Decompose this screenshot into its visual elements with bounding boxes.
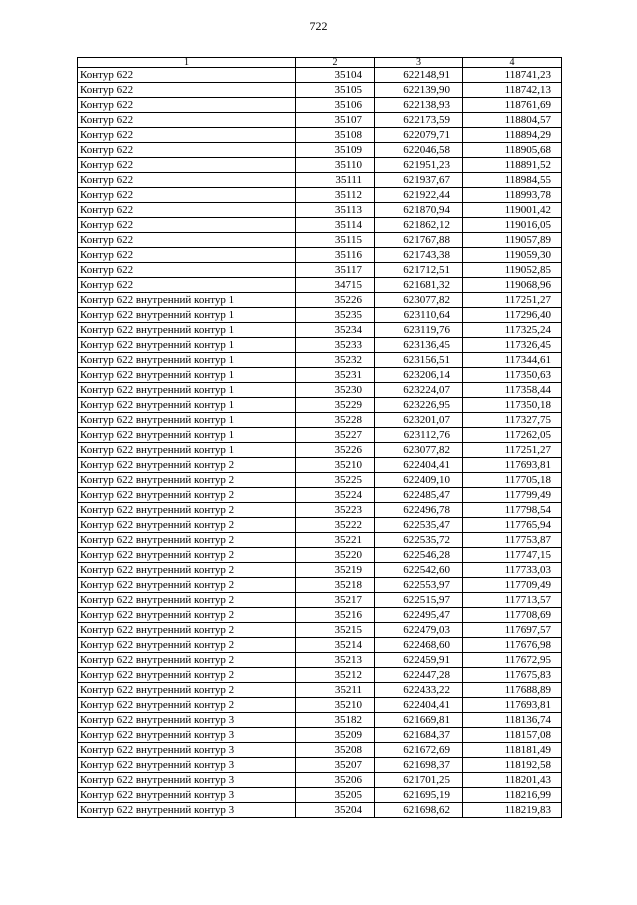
point-number-cell: 35226 xyxy=(296,443,375,458)
point-number-cell: 35113 xyxy=(296,203,375,218)
table-row xyxy=(78,773,562,788)
contour-name-cell: Контур 622 внутренний контур 1 xyxy=(78,443,296,458)
contour-name-cell: Контур 622 внутренний контур 2 xyxy=(78,518,296,533)
table-row xyxy=(78,398,562,413)
point-number-cell: 35229 xyxy=(296,398,375,413)
x-coordinate-cell: 621684,37 xyxy=(375,728,463,743)
x-coordinate-cell: 621701,25 xyxy=(375,773,463,788)
table-row xyxy=(78,323,562,338)
x-coordinate-cell: 621743,38 xyxy=(375,248,463,263)
x-coordinate-cell: 623136,45 xyxy=(375,338,463,353)
table-row xyxy=(78,263,562,278)
x-coordinate-cell: 621922,44 xyxy=(375,188,463,203)
point-number-cell: 35182 xyxy=(296,713,375,728)
y-coordinate-cell: 118192,58 xyxy=(463,758,562,773)
y-coordinate-cell: 117688,89 xyxy=(463,683,562,698)
table-row xyxy=(78,518,562,533)
table-row xyxy=(78,353,562,368)
point-number-cell: 35114 xyxy=(296,218,375,233)
header-col-2: 2 xyxy=(296,58,375,68)
y-coordinate-cell: 117251,27 xyxy=(463,443,562,458)
contour-name-cell: Контур 622 внутренний контур 3 xyxy=(78,758,296,773)
table-row xyxy=(78,533,562,548)
table-row xyxy=(78,788,562,803)
table-row xyxy=(78,758,562,773)
contour-name-cell: Контур 622 внутренний контур 1 xyxy=(78,383,296,398)
contour-name-cell: Контур 622 xyxy=(78,128,296,143)
contour-name-cell: Контур 622 внутренний контур 2 xyxy=(78,578,296,593)
contour-name-cell: Контур 622 внутренний контур 3 xyxy=(78,803,296,818)
table-row xyxy=(78,83,562,98)
point-number-cell: 35221 xyxy=(296,533,375,548)
table-row xyxy=(78,503,562,518)
contour-name-cell: Контур 622 внутренний контур 2 xyxy=(78,563,296,578)
x-coordinate-cell: 621862,12 xyxy=(375,218,463,233)
x-coordinate-cell: 622409,10 xyxy=(375,473,463,488)
x-coordinate-cell: 623156,51 xyxy=(375,353,463,368)
x-coordinate-cell: 622139,90 xyxy=(375,83,463,98)
x-coordinate-cell: 623077,82 xyxy=(375,443,463,458)
x-coordinate-cell: 622515,97 xyxy=(375,593,463,608)
x-coordinate-cell: 622535,72 xyxy=(375,533,463,548)
table-row xyxy=(78,203,562,218)
x-coordinate-cell: 623077,82 xyxy=(375,293,463,308)
table-row xyxy=(78,218,562,233)
y-coordinate-cell: 117325,24 xyxy=(463,323,562,338)
table-row xyxy=(78,443,562,458)
table-row xyxy=(78,368,562,383)
point-number-cell: 35106 xyxy=(296,98,375,113)
y-coordinate-cell: 119001,42 xyxy=(463,203,562,218)
table-row xyxy=(78,413,562,428)
point-number-cell: 35222 xyxy=(296,518,375,533)
x-coordinate-cell: 621669,81 xyxy=(375,713,463,728)
point-number-cell: 35111 xyxy=(296,173,375,188)
table-row xyxy=(78,308,562,323)
y-coordinate-cell: 118742,13 xyxy=(463,83,562,98)
point-number-cell: 35212 xyxy=(296,668,375,683)
y-coordinate-cell: 117672,95 xyxy=(463,653,562,668)
contour-name-cell: Контур 622 внутренний контур 2 xyxy=(78,593,296,608)
point-number-cell: 35232 xyxy=(296,353,375,368)
y-coordinate-cell: 118993,78 xyxy=(463,188,562,203)
table-row xyxy=(78,158,562,173)
point-number-cell: 35207 xyxy=(296,758,375,773)
x-coordinate-cell: 622404,41 xyxy=(375,698,463,713)
contour-name-cell: Контур 622 внутренний контур 2 xyxy=(78,623,296,638)
point-number-cell: 35110 xyxy=(296,158,375,173)
point-number-cell: 35205 xyxy=(296,788,375,803)
y-coordinate-cell: 117327,75 xyxy=(463,413,562,428)
x-coordinate-cell: 622479,03 xyxy=(375,623,463,638)
point-number-cell: 35206 xyxy=(296,773,375,788)
x-coordinate-cell: 622468,60 xyxy=(375,638,463,653)
table-header xyxy=(78,58,562,68)
point-number-cell: 35116 xyxy=(296,248,375,263)
x-coordinate-cell: 622079,71 xyxy=(375,128,463,143)
point-number-cell: 34715 xyxy=(296,278,375,293)
y-coordinate-cell: 117262,05 xyxy=(463,428,562,443)
contour-name-cell: Контур 622 внутренний контур 1 xyxy=(78,338,296,353)
contour-name-cell: Контур 622 внутренний контур 2 xyxy=(78,503,296,518)
contour-name-cell: Контур 622 xyxy=(78,218,296,233)
y-coordinate-cell: 117798,54 xyxy=(463,503,562,518)
x-coordinate-cell: 622148,91 xyxy=(375,68,463,83)
table-row xyxy=(78,428,562,443)
point-number-cell: 35210 xyxy=(296,458,375,473)
point-number-cell: 35233 xyxy=(296,338,375,353)
table-row xyxy=(78,728,562,743)
table-row xyxy=(78,68,562,83)
header-row xyxy=(78,58,562,68)
x-coordinate-cell: 623206,14 xyxy=(375,368,463,383)
y-coordinate-cell: 118804,57 xyxy=(463,113,562,128)
x-coordinate-cell: 622496,78 xyxy=(375,503,463,518)
y-coordinate-cell: 117708,69 xyxy=(463,608,562,623)
y-coordinate-cell: 119057,89 xyxy=(463,233,562,248)
table-row xyxy=(78,458,562,473)
point-number-cell: 35218 xyxy=(296,578,375,593)
table-row xyxy=(78,653,562,668)
contour-name-cell: Контур 622 xyxy=(78,98,296,113)
table-row xyxy=(78,143,562,158)
y-coordinate-cell: 117799,49 xyxy=(463,488,562,503)
point-number-cell: 35108 xyxy=(296,128,375,143)
y-coordinate-cell: 117709,49 xyxy=(463,578,562,593)
table-row xyxy=(78,743,562,758)
table-row xyxy=(78,593,562,608)
point-number-cell: 35216 xyxy=(296,608,375,623)
x-coordinate-cell: 622404,41 xyxy=(375,458,463,473)
x-coordinate-cell: 621698,37 xyxy=(375,758,463,773)
y-coordinate-cell: 119059,30 xyxy=(463,248,562,263)
contour-name-cell: Контур 622 внутренний контур 2 xyxy=(78,473,296,488)
contour-name-cell: Контур 622 xyxy=(78,143,296,158)
y-coordinate-cell: 118136,74 xyxy=(463,713,562,728)
y-coordinate-cell: 117326,45 xyxy=(463,338,562,353)
x-coordinate-cell: 621870,94 xyxy=(375,203,463,218)
x-coordinate-cell: 621767,88 xyxy=(375,233,463,248)
contour-name-cell: Контур 622 внутренний контур 2 xyxy=(78,548,296,563)
point-number-cell: 35210 xyxy=(296,698,375,713)
x-coordinate-cell: 623226,95 xyxy=(375,398,463,413)
table-row xyxy=(78,488,562,503)
y-coordinate-cell: 118181,49 xyxy=(463,743,562,758)
y-coordinate-cell: 117753,87 xyxy=(463,533,562,548)
table-row xyxy=(78,473,562,488)
x-coordinate-cell: 622433,22 xyxy=(375,683,463,698)
contour-name-cell: Контур 622 xyxy=(78,158,296,173)
contour-name-cell: Контур 622 внутренний контур 2 xyxy=(78,608,296,623)
point-number-cell: 35112 xyxy=(296,188,375,203)
coordinates-table xyxy=(77,57,562,818)
y-coordinate-cell: 117747,15 xyxy=(463,548,562,563)
point-number-cell: 35208 xyxy=(296,743,375,758)
x-coordinate-cell: 622553,97 xyxy=(375,578,463,593)
x-coordinate-cell: 622546,28 xyxy=(375,548,463,563)
contour-name-cell: Контур 622 xyxy=(78,203,296,218)
x-coordinate-cell: 621672,69 xyxy=(375,743,463,758)
y-coordinate-cell: 117765,94 xyxy=(463,518,562,533)
table-row xyxy=(78,293,562,308)
point-number-cell: 35226 xyxy=(296,293,375,308)
y-coordinate-cell: 117344,61 xyxy=(463,353,562,368)
point-number-cell: 35209 xyxy=(296,728,375,743)
x-coordinate-cell: 623119,76 xyxy=(375,323,463,338)
contour-name-cell: Контур 622 внутренний контур 3 xyxy=(78,773,296,788)
table-row xyxy=(78,668,562,683)
contour-name-cell: Контур 622 внутренний контур 1 xyxy=(78,323,296,338)
contour-name-cell: Контур 622 внутренний контур 1 xyxy=(78,428,296,443)
y-coordinate-cell: 117693,81 xyxy=(463,458,562,473)
point-number-cell: 35215 xyxy=(296,623,375,638)
x-coordinate-cell: 622495,47 xyxy=(375,608,463,623)
point-number-cell: 35115 xyxy=(296,233,375,248)
table-row xyxy=(78,638,562,653)
point-number-cell: 35213 xyxy=(296,653,375,668)
x-coordinate-cell: 622535,47 xyxy=(375,518,463,533)
y-coordinate-cell: 118741,23 xyxy=(463,68,562,83)
contour-name-cell: Контур 622 внутренний контур 3 xyxy=(78,728,296,743)
table-row xyxy=(78,338,562,353)
point-number-cell: 35235 xyxy=(296,308,375,323)
table-row xyxy=(78,98,562,113)
y-coordinate-cell: 117350,18 xyxy=(463,398,562,413)
contour-name-cell: Контур 622 xyxy=(78,68,296,83)
y-coordinate-cell: 117676,98 xyxy=(463,638,562,653)
point-number-cell: 35231 xyxy=(296,368,375,383)
x-coordinate-cell: 622542,60 xyxy=(375,563,463,578)
point-number-cell: 35107 xyxy=(296,113,375,128)
contour-name-cell: Контур 622 xyxy=(78,278,296,293)
x-coordinate-cell: 621698,62 xyxy=(375,803,463,818)
contour-name-cell: Контур 622 внутренний контур 1 xyxy=(78,413,296,428)
y-coordinate-cell: 118157,08 xyxy=(463,728,562,743)
x-coordinate-cell: 623224,07 xyxy=(375,383,463,398)
y-coordinate-cell: 117675,83 xyxy=(463,668,562,683)
contour-name-cell: Контур 622 внутренний контур 2 xyxy=(78,458,296,473)
contour-name-cell: Контур 622 внутренний контур 1 xyxy=(78,293,296,308)
x-coordinate-cell: 622485,47 xyxy=(375,488,463,503)
page-number: 722 xyxy=(309,19,328,33)
contour-name-cell: Контур 622 внутренний контур 2 xyxy=(78,638,296,653)
y-coordinate-cell: 118905,68 xyxy=(463,143,562,158)
x-coordinate-cell: 621681,32 xyxy=(375,278,463,293)
table-row xyxy=(78,683,562,698)
point-number-cell: 35204 xyxy=(296,803,375,818)
contour-name-cell: Контур 622 внутренний контур 3 xyxy=(78,743,296,758)
point-number-cell: 35230 xyxy=(296,383,375,398)
y-coordinate-cell: 118891,52 xyxy=(463,158,562,173)
y-coordinate-cell: 117733,03 xyxy=(463,563,562,578)
table-row xyxy=(78,578,562,593)
contour-name-cell: Контур 622 внутренний контур 1 xyxy=(78,353,296,368)
y-coordinate-cell: 117251,27 xyxy=(463,293,562,308)
x-coordinate-cell: 621937,67 xyxy=(375,173,463,188)
table-row xyxy=(78,383,562,398)
point-number-cell: 35225 xyxy=(296,473,375,488)
contour-name-cell: Контур 622 внутренний контур 2 xyxy=(78,653,296,668)
y-coordinate-cell: 119016,05 xyxy=(463,218,562,233)
point-number-cell: 35105 xyxy=(296,83,375,98)
y-coordinate-cell: 118894,29 xyxy=(463,128,562,143)
table-row xyxy=(78,233,562,248)
contour-name-cell: Контур 622 внутренний контур 2 xyxy=(78,683,296,698)
x-coordinate-cell: 622447,28 xyxy=(375,668,463,683)
table-row xyxy=(78,248,562,263)
x-coordinate-cell: 621712,51 xyxy=(375,263,463,278)
x-coordinate-cell: 623110,64 xyxy=(375,308,463,323)
x-coordinate-cell: 622138,93 xyxy=(375,98,463,113)
table-row xyxy=(78,128,562,143)
contour-name-cell: Контур 622 внутренний контур 1 xyxy=(78,308,296,323)
y-coordinate-cell: 118761,69 xyxy=(463,98,562,113)
table-row xyxy=(78,188,562,203)
point-number-cell: 35224 xyxy=(296,488,375,503)
table-row xyxy=(78,803,562,818)
y-coordinate-cell: 117693,81 xyxy=(463,698,562,713)
contour-name-cell: Контур 622 xyxy=(78,263,296,278)
x-coordinate-cell: 622046,58 xyxy=(375,143,463,158)
y-coordinate-cell: 119052,85 xyxy=(463,263,562,278)
contour-name-cell: Контур 622 xyxy=(78,173,296,188)
x-coordinate-cell: 622173,59 xyxy=(375,113,463,128)
contour-name-cell: Контур 622 внутренний контур 1 xyxy=(78,398,296,413)
table-row xyxy=(78,563,562,578)
y-coordinate-cell: 117296,40 xyxy=(463,308,562,323)
point-number-cell: 35117 xyxy=(296,263,375,278)
contour-name-cell: Контур 622 внутренний контур 3 xyxy=(78,788,296,803)
contour-name-cell: Контур 622 внутренний контур 3 xyxy=(78,713,296,728)
contour-name-cell: Контур 622 xyxy=(78,248,296,263)
point-number-cell: 35217 xyxy=(296,593,375,608)
contour-name-cell: Контур 622 внутренний контур 2 xyxy=(78,533,296,548)
point-number-cell: 35227 xyxy=(296,428,375,443)
point-number-cell: 35228 xyxy=(296,413,375,428)
point-number-cell: 35234 xyxy=(296,323,375,338)
contour-name-cell: Контур 622 xyxy=(78,233,296,248)
x-coordinate-cell: 623112,76 xyxy=(375,428,463,443)
point-number-cell: 35220 xyxy=(296,548,375,563)
y-coordinate-cell: 118219,83 xyxy=(463,803,562,818)
table-body xyxy=(78,68,562,818)
table-row xyxy=(78,713,562,728)
x-coordinate-cell: 622459,91 xyxy=(375,653,463,668)
header-col-3: 3 xyxy=(375,58,463,68)
y-coordinate-cell: 117358,44 xyxy=(463,383,562,398)
header-col-1: 1 xyxy=(78,58,296,68)
contour-name-cell: Контур 622 xyxy=(78,113,296,128)
contour-name-cell: Контур 622 внутренний контур 2 xyxy=(78,698,296,713)
table-row xyxy=(78,278,562,293)
point-number-cell: 35214 xyxy=(296,638,375,653)
x-coordinate-cell: 621695,19 xyxy=(375,788,463,803)
contour-name-cell: Контур 622 внутренний контур 2 xyxy=(78,488,296,503)
y-coordinate-cell: 117697,57 xyxy=(463,623,562,638)
contour-name-cell: Контур 622 внутренний контур 1 xyxy=(78,368,296,383)
point-number-cell: 35109 xyxy=(296,143,375,158)
y-coordinate-cell: 118984,55 xyxy=(463,173,562,188)
point-number-cell: 35104 xyxy=(296,68,375,83)
y-coordinate-cell: 119068,96 xyxy=(463,278,562,293)
y-coordinate-cell: 117705,18 xyxy=(463,473,562,488)
y-coordinate-cell: 117350,63 xyxy=(463,368,562,383)
table-row xyxy=(78,698,562,713)
contour-name-cell: Контур 622 xyxy=(78,188,296,203)
table-row xyxy=(78,623,562,638)
contour-name-cell: Контур 622 xyxy=(78,83,296,98)
point-number-cell: 35211 xyxy=(296,683,375,698)
x-coordinate-cell: 623201,07 xyxy=(375,413,463,428)
table-row xyxy=(78,608,562,623)
point-number-cell: 35223 xyxy=(296,503,375,518)
header-col-4: 4 xyxy=(463,58,562,68)
table-row xyxy=(78,548,562,563)
table-row xyxy=(78,173,562,188)
table-row xyxy=(78,113,562,128)
contour-name-cell: Контур 622 внутренний контур 2 xyxy=(78,668,296,683)
y-coordinate-cell: 118201,43 xyxy=(463,773,562,788)
y-coordinate-cell: 118216,99 xyxy=(463,788,562,803)
point-number-cell: 35219 xyxy=(296,563,375,578)
x-coordinate-cell: 621951,23 xyxy=(375,158,463,173)
y-coordinate-cell: 117713,57 xyxy=(463,593,562,608)
